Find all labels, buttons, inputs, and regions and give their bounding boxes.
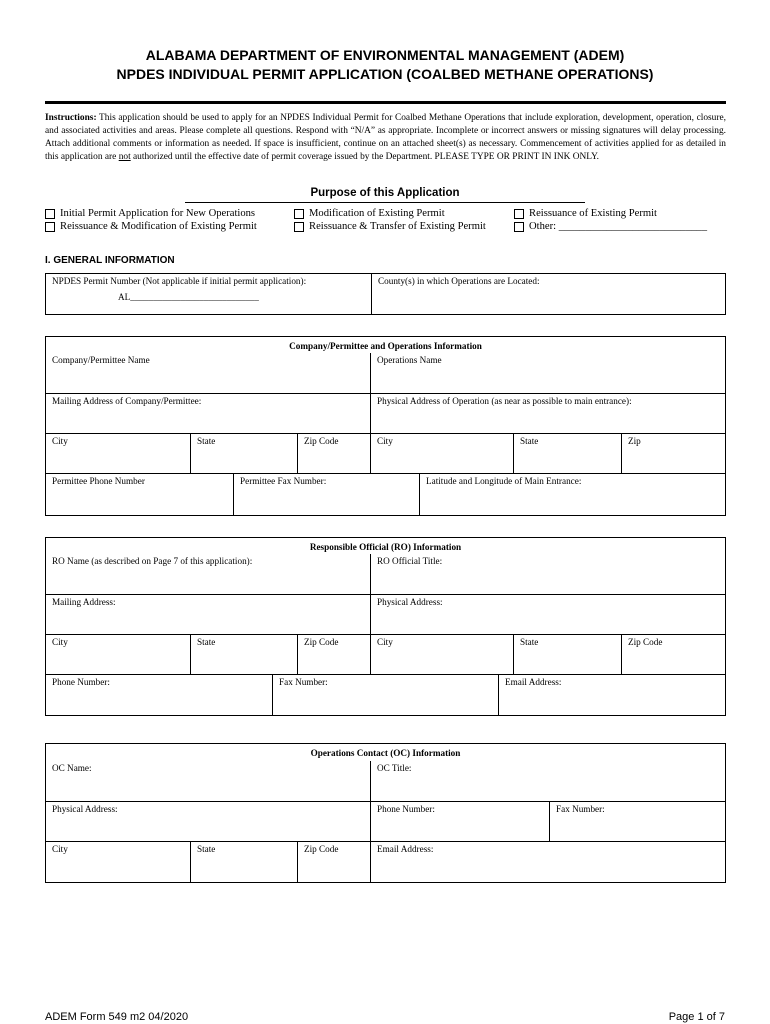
oc-email-label: Email Address:: [377, 844, 434, 854]
oc-name-field[interactable]: [46, 761, 370, 801]
oc-email-field[interactable]: [370, 841, 725, 882]
ro-state-field[interactable]: [190, 634, 297, 674]
ro-table-title: Responsible Official (RO) Information: [309, 542, 462, 552]
section-general-information: I. GENERAL INFORMATION: [45, 255, 175, 266]
ro-title-field[interactable]: [370, 554, 725, 594]
county-label: County(s) in which Operations are Located:: [378, 276, 540, 286]
instructions-label: Instructions:: [45, 113, 97, 123]
ro-zip2-field[interactable]: [621, 634, 725, 674]
oc-state-field[interactable]: [190, 841, 297, 882]
ro-phone-label: Phone Number:: [52, 677, 110, 687]
ro-state2-field[interactable]: [513, 634, 621, 674]
oc-title-field[interactable]: [370, 761, 725, 801]
company-city-label: City: [52, 436, 68, 446]
checkbox-reissuance[interactable]: [514, 208, 657, 219]
ro-name-field[interactable]: [46, 554, 370, 594]
company-name-field[interactable]: [46, 353, 370, 393]
operation-physical-field[interactable]: [370, 393, 725, 433]
operation-city-field[interactable]: [370, 433, 513, 473]
ro-zip-label: Zip Code: [304, 637, 339, 647]
latlong-field[interactable]: [419, 473, 725, 515]
oc-physical-label: Physical Address:: [52, 804, 118, 814]
oc-city-label: City: [52, 844, 68, 854]
company-zip-field[interactable]: [297, 433, 370, 473]
checkbox-box[interactable]: [514, 209, 524, 219]
operation-physical-label: Physical Address of Operation (as near as possible to main entrance):: [377, 396, 632, 406]
permittee-phone-label: Permittee Phone Number: [52, 476, 145, 486]
operation-state-field[interactable]: [513, 433, 621, 473]
purpose-rule: [185, 202, 585, 203]
operation-state-label: State: [520, 436, 539, 446]
header-line-2: NPDES INDIVIDUAL PERMIT APPLICATION (COALBED METHANE OPERATIONS): [116, 66, 654, 82]
ro-zip-field[interactable]: [297, 634, 370, 674]
company-city-field[interactable]: [46, 433, 190, 473]
checkbox-reissuance-transfer[interactable]: [294, 221, 486, 232]
ro-title-label: RO Official Title:: [377, 556, 443, 566]
operations-name-label: Operations Name: [377, 355, 442, 365]
permittee-phone-field[interactable]: [46, 473, 233, 515]
operation-city-label: City: [377, 436, 393, 446]
checkbox-reissuance-modification[interactable]: [45, 221, 257, 232]
ro-city2-label: City: [377, 637, 393, 647]
instructions-text-a: This application should be used to apply for an NPDES Individual Permit for Coalbed Methane Operations that include exploration, development, operation, closure, and associated activities and areas. Please complete all questions. Respond with “N/A” as appropriate. Incomplete or incorrect answers or missing signatures will delay processing. Attach additional comments or information as needed. If space is insufficient, continue on an attached sheet(s) as necessary. Commencement of activities applied for as detailed in this application are: [45, 113, 726, 162]
ro-city2-field[interactable]: [370, 634, 513, 674]
oc-phone-label: Phone Number:: [377, 804, 435, 814]
instructions-not: not: [118, 152, 131, 162]
checkbox-box[interactable]: [294, 209, 304, 219]
operations-name-field[interactable]: [370, 353, 725, 393]
general-info-table: [45, 273, 726, 315]
ro-city-field[interactable]: [46, 634, 190, 674]
oc-zip-label: Zip Code: [304, 844, 339, 854]
checkbox-label: Reissuance & Transfer of Existing Permit: [309, 221, 486, 232]
ro-email-field[interactable]: [498, 674, 725, 715]
company-state-field[interactable]: [190, 433, 297, 473]
ro-name-label: RO Name (as described on Page 7 of this application):: [52, 556, 253, 566]
oc-phone-field[interactable]: [370, 801, 549, 841]
footer-form-id: ADEM Form 549 m2 04/2020: [45, 1011, 189, 1023]
ro-phone-field[interactable]: [46, 674, 272, 715]
oc-zip-field[interactable]: [297, 841, 370, 882]
oc-table: [45, 743, 726, 883]
oc-fax-label: Fax Number:: [556, 804, 605, 814]
oc-name-label: OC Name:: [52, 763, 92, 773]
oc-city-field[interactable]: [46, 841, 190, 882]
ro-physical-field[interactable]: [370, 594, 725, 634]
oc-table-title: Operations Contact (OC) Information: [310, 748, 461, 758]
footer-page-number: Page 1 of 7: [668, 1011, 725, 1023]
company-state-label: State: [197, 436, 216, 446]
instructions-text-b: authorized until the effective date of permit coverage issued by the Department. PLEASE TYPE OR PRINT IN INK ONLY.: [130, 152, 599, 162]
checkbox-label: Reissuance & Modification of Existing Permit: [60, 221, 257, 232]
oc-fax-field[interactable]: [549, 801, 725, 841]
checkbox-modification[interactable]: [294, 208, 445, 219]
al-line: AL____________________________: [118, 292, 259, 302]
checkbox-box[interactable]: [45, 209, 55, 219]
checkbox-label: Other: ____________________________: [529, 221, 708, 232]
npdes-permit-label: NPDES Permit Number (Not applicable if initial permit application):: [52, 276, 307, 286]
operation-zip-label: Zip: [628, 436, 641, 446]
latlong-label: Latitude and Longitude of Main Entrance:: [426, 476, 582, 486]
checkbox-box[interactable]: [514, 222, 524, 232]
checkbox-label: Reissuance of Existing Permit: [529, 208, 657, 219]
checkbox-initial-permit[interactable]: [45, 208, 255, 219]
ro-mailing-field[interactable]: [46, 594, 370, 634]
ro-table: [45, 537, 726, 716]
permittee-fax-label: Permittee Fax Number:: [240, 476, 327, 486]
company-mailing-field[interactable]: [46, 393, 370, 433]
ro-city-label: City: [52, 637, 68, 647]
oc-physical-field[interactable]: [46, 801, 370, 841]
instructions: [45, 112, 726, 164]
checkbox-label: Modification of Existing Permit: [309, 208, 445, 219]
ro-fax-field[interactable]: [272, 674, 498, 715]
npdes-permit-field[interactable]: [46, 274, 371, 314]
ro-state-label: State: [197, 637, 216, 647]
company-zip-label: Zip Code: [304, 436, 339, 446]
checkbox-label: Initial Permit Application for New Operations: [60, 208, 256, 219]
ro-email-label: Email Address:: [505, 677, 562, 687]
ro-physical-label: Physical Address:: [377, 597, 443, 607]
oc-state-label: State: [197, 844, 216, 854]
checkbox-other[interactable]: [514, 221, 707, 232]
header-line-1: ALABAMA DEPARTMENT OF ENVIRONMENTAL MANAGEMENT (ADEM): [145, 47, 625, 63]
ro-zip2-label: Zip Code: [628, 637, 663, 647]
permittee-fax-field[interactable]: [233, 473, 419, 515]
ro-fax-label: Fax Number:: [279, 677, 328, 687]
company-table-title: Company/Permittee and Operations Information: [289, 341, 482, 351]
checkbox-box[interactable]: [45, 222, 55, 232]
oc-title-label: OC Title:: [377, 763, 412, 773]
company-table: [45, 336, 726, 516]
ro-mailing-label: Mailing Address:: [52, 597, 116, 607]
county-field[interactable]: [371, 274, 725, 314]
purpose-title: Purpose of this Application: [310, 187, 460, 199]
company-mailing-label: Mailing Address of Company/Permittee:: [52, 396, 202, 406]
operation-zip-field[interactable]: [621, 433, 725, 473]
company-name-label: Company/Permittee Name: [52, 355, 150, 365]
header-rule: [45, 101, 726, 104]
checkbox-box[interactable]: [294, 222, 304, 232]
ro-state2-label: State: [520, 637, 539, 647]
